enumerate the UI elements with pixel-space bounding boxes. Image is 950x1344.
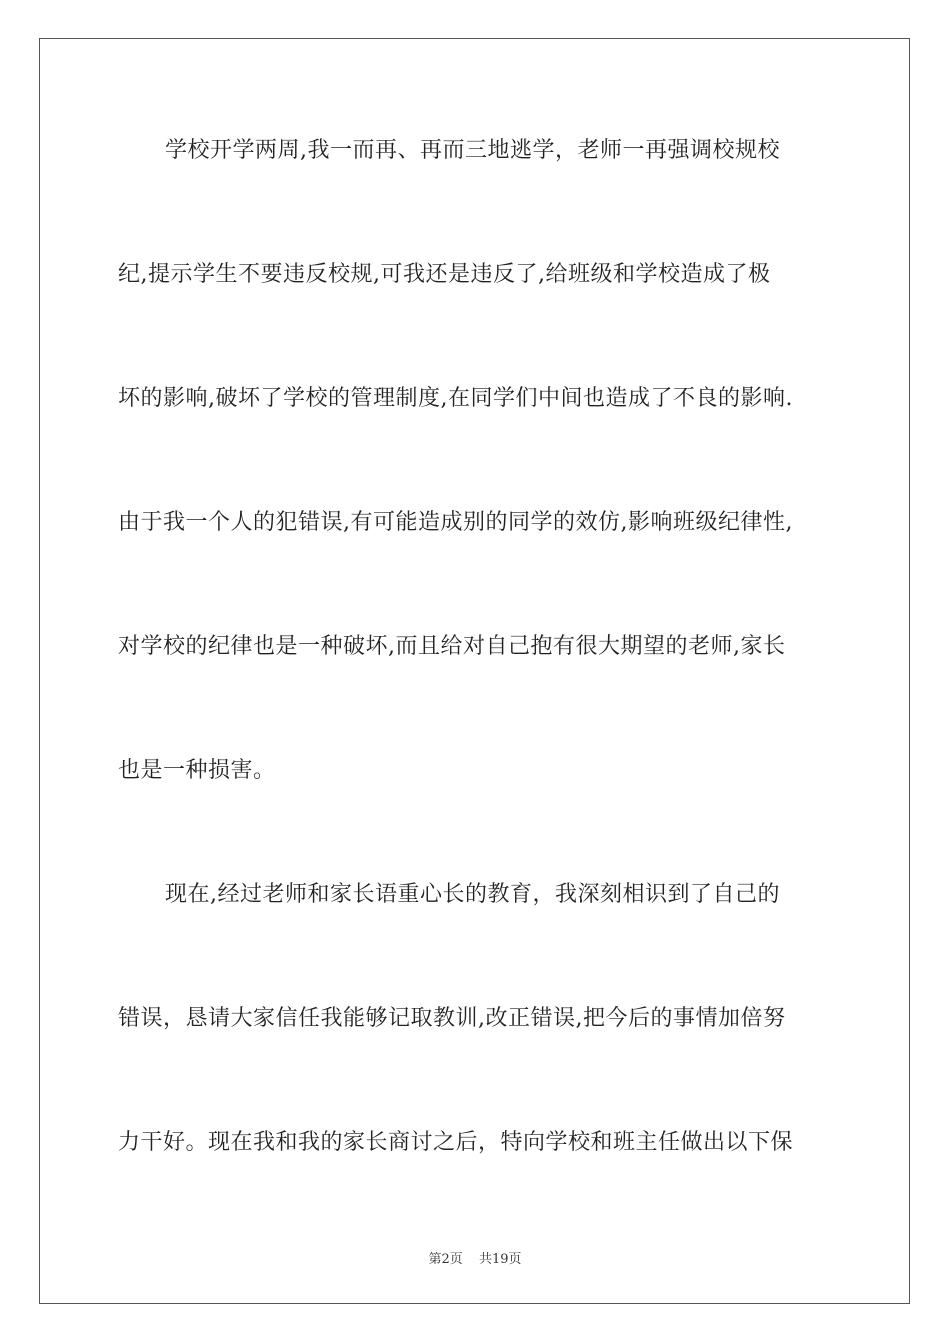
text-line-3: 坏的影响,破坏了学校的管理制度,在同学们中间也造成了不良的影响. xyxy=(118,386,793,411)
page-footer xyxy=(0,1248,950,1267)
text-line-7: 现在,经过老师和家长语重心长的教育，我深刻相识到了自己的 xyxy=(165,882,780,907)
text-line-8: 错误，恳请大家信任我能够记取教训,改正错误,把今后的事情加倍努 xyxy=(118,1006,786,1031)
text-line-9: 力干好。现在我和我的家长商讨之后，特向学校和班主任做出以下保 xyxy=(118,1130,794,1155)
text-line-5: 对学校的纪律也是一种破坏,而且给对自己抱有很大期望的老师,家长 xyxy=(118,634,786,659)
page-total: 共19页 xyxy=(478,1252,522,1267)
text-line-6: 也是一种损害。 xyxy=(118,758,276,783)
text-line-1: 学校开学两周,我一而再、再而三地逃学，老师一再强调校规校 xyxy=(165,138,780,163)
page-border xyxy=(39,38,910,1304)
text-line-4: 由于我一个人的犯错误,有可能造成别的同学的效仿,影响班级纪律性, xyxy=(118,510,793,535)
text-line-2: 纪,提示学生不要违反校规,可我还是违反了,给班级和学校造成了极 xyxy=(118,262,771,287)
page-number: 第2页 xyxy=(428,1252,463,1267)
